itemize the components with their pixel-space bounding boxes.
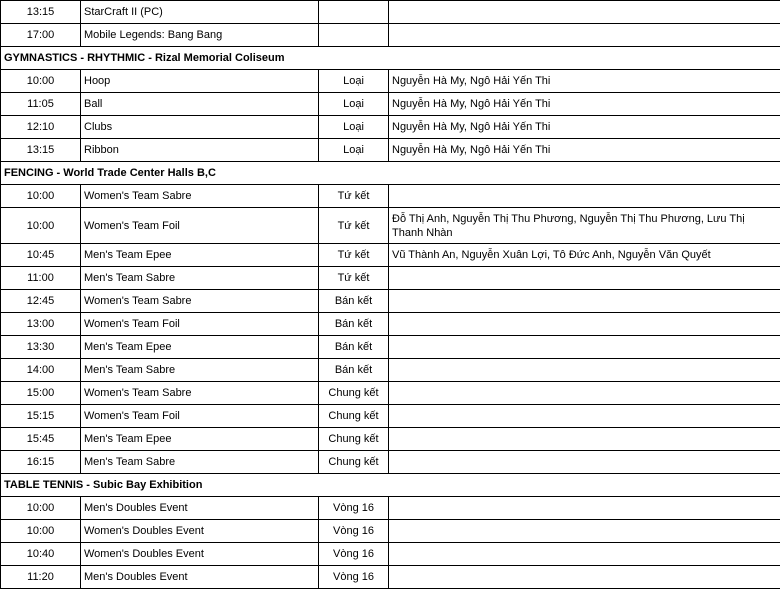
- event-cell: Women's Doubles Event: [81, 520, 319, 543]
- table-row: [1, 24, 780, 47]
- event-cell: Women's Doubles Event: [81, 543, 319, 566]
- time-cell: 14:00: [1, 359, 81, 382]
- table-row: [1, 116, 780, 139]
- round-cell: Vòng 16: [319, 543, 389, 566]
- round-cell: Chung kết: [319, 451, 389, 474]
- time-cell: 10:00: [1, 185, 81, 208]
- table-row: [1, 520, 780, 543]
- athletes-cell: [389, 359, 780, 382]
- round-cell: Vòng 16: [319, 566, 389, 589]
- section-header-row: [1, 47, 780, 70]
- table-row: [1, 359, 780, 382]
- section-header-row: [1, 162, 780, 185]
- section-title: TABLE TENNIS - Subic Bay Exhibition: [1, 474, 780, 497]
- time-cell: 12:10: [1, 116, 81, 139]
- section-title: FENCING - World Trade Center Halls B,C: [1, 162, 780, 185]
- event-cell: Ball: [81, 93, 319, 116]
- event-cell: Men's Team Epee: [81, 244, 319, 267]
- athletes-cell: [389, 267, 780, 290]
- table-row: [1, 336, 780, 359]
- round-cell: Tứ kết: [319, 267, 389, 290]
- athletes-cell: [389, 566, 780, 589]
- time-cell: 11:20: [1, 566, 81, 589]
- table-row: [1, 566, 780, 589]
- round-cell: Tứ kết: [319, 244, 389, 267]
- event-cell: Men's Team Sabre: [81, 451, 319, 474]
- round-cell: Loại: [319, 116, 389, 139]
- athletes-cell: Đỗ Thị Anh, Nguyễn Thị Thu Phương, Nguyễn Thị Thu Phương, Lưu Thị Thanh Nhàn: [389, 208, 780, 244]
- table-row: [1, 290, 780, 313]
- section-header-row: [1, 474, 780, 497]
- event-cell: Women's Team Sabre: [81, 382, 319, 405]
- table-row: [1, 208, 780, 244]
- table-row: [1, 451, 780, 474]
- time-cell: 12:45: [1, 290, 81, 313]
- table-row: [1, 139, 780, 162]
- table-row: [1, 244, 780, 267]
- event-cell: Men's Doubles Event: [81, 497, 319, 520]
- athletes-cell: [389, 405, 780, 428]
- time-cell: 10:00: [1, 497, 81, 520]
- event-cell: Mobile Legends: Bang Bang: [81, 24, 319, 47]
- table-row: [1, 1, 780, 24]
- table-row: [1, 382, 780, 405]
- event-cell: Clubs: [81, 116, 319, 139]
- time-cell: 17:00: [1, 24, 81, 47]
- event-cell: StarCraft II (PC): [81, 1, 319, 24]
- time-cell: 10:00: [1, 70, 81, 93]
- event-cell: Ribbon: [81, 139, 319, 162]
- athletes-cell: Vũ Thành An, Nguyễn Xuân Lợi, Tô Đức Anh, Nguyễn Văn Quyết: [389, 244, 780, 267]
- event-cell: Women's Team Sabre: [81, 290, 319, 313]
- athletes-cell: [389, 520, 780, 543]
- round-cell: Loại: [319, 70, 389, 93]
- round-cell: Bán kết: [319, 290, 389, 313]
- athletes-cell: Nguyễn Hà My, Ngô Hải Yến Thi: [389, 93, 780, 116]
- round-cell: Chung kết: [319, 382, 389, 405]
- event-cell: Men's Team Sabre: [81, 359, 319, 382]
- round-cell: Bán kết: [319, 313, 389, 336]
- round-cell: Bán kết: [319, 336, 389, 359]
- athletes-cell: [389, 185, 780, 208]
- round-cell: Tứ kết: [319, 208, 389, 244]
- time-cell: 15:45: [1, 428, 81, 451]
- table-row: [1, 267, 780, 290]
- athletes-cell: [389, 451, 780, 474]
- time-cell: 11:05: [1, 93, 81, 116]
- round-cell: Loại: [319, 139, 389, 162]
- athletes-cell: [389, 543, 780, 566]
- event-cell: Women's Team Foil: [81, 405, 319, 428]
- athletes-cell: [389, 1, 780, 24]
- athletes-cell: [389, 428, 780, 451]
- round-cell: Chung kết: [319, 405, 389, 428]
- table-row: [1, 428, 780, 451]
- round-cell: [319, 24, 389, 47]
- section-title: GYMNASTICS - RHYTHMIC - Rizal Memorial Coliseum: [1, 47, 780, 70]
- time-cell: 13:30: [1, 336, 81, 359]
- event-cell: Men's Doubles Event: [81, 566, 319, 589]
- time-cell: 16:15: [1, 451, 81, 474]
- time-cell: 11:00: [1, 267, 81, 290]
- time-cell: 10:00: [1, 208, 81, 244]
- round-cell: Vòng 16: [319, 497, 389, 520]
- event-cell: Women's Team Foil: [81, 208, 319, 244]
- athletes-cell: [389, 336, 780, 359]
- schedule-body: [1, 1, 780, 589]
- round-cell: Tứ kết: [319, 185, 389, 208]
- event-cell: Hoop: [81, 70, 319, 93]
- time-cell: 10:00: [1, 520, 81, 543]
- table-row: [1, 543, 780, 566]
- time-cell: 13:15: [1, 1, 81, 24]
- athletes-cell: [389, 290, 780, 313]
- round-cell: Chung kết: [319, 428, 389, 451]
- round-cell: Vòng 16: [319, 520, 389, 543]
- athletes-cell: Nguyễn Hà My, Ngô Hải Yến Thi: [389, 139, 780, 162]
- athletes-cell: [389, 382, 780, 405]
- table-row: [1, 93, 780, 116]
- time-cell: 15:00: [1, 382, 81, 405]
- table-row: [1, 313, 780, 336]
- table-row: [1, 497, 780, 520]
- athletes-cell: [389, 24, 780, 47]
- time-cell: 13:15: [1, 139, 81, 162]
- event-cell: Women's Team Foil: [81, 313, 319, 336]
- athletes-cell: Nguyễn Hà My, Ngô Hải Yến Thi: [389, 116, 780, 139]
- event-cell: Men's Team Epee: [81, 428, 319, 451]
- time-cell: 10:45: [1, 244, 81, 267]
- round-cell: Bán kết: [319, 359, 389, 382]
- table-row: [1, 185, 780, 208]
- time-cell: 15:15: [1, 405, 81, 428]
- round-cell: [319, 1, 389, 24]
- athletes-cell: Nguyễn Hà My, Ngô Hải Yến Thi: [389, 70, 780, 93]
- time-cell: 13:00: [1, 313, 81, 336]
- event-cell: Men's Team Epee: [81, 336, 319, 359]
- athletes-cell: [389, 313, 780, 336]
- time-cell: 10:40: [1, 543, 81, 566]
- table-row: [1, 70, 780, 93]
- event-cell: Women's Team Sabre: [81, 185, 319, 208]
- table-row: [1, 405, 780, 428]
- athletes-cell: [389, 497, 780, 520]
- event-cell: Men's Team Sabre: [81, 267, 319, 290]
- round-cell: Loại: [319, 93, 389, 116]
